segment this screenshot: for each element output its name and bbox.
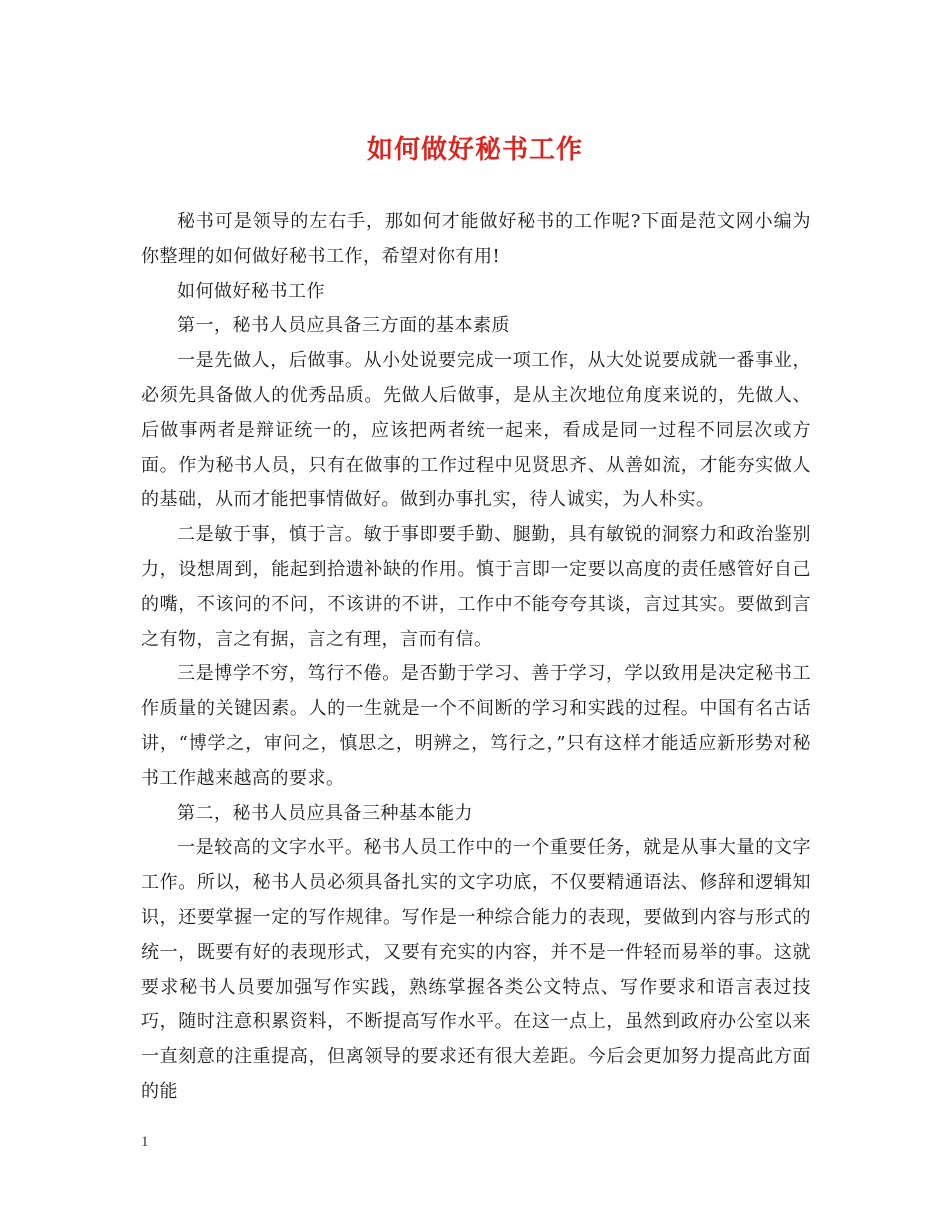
section-heading-1: 第一，秘书人员应具备三方面的基本素质 <box>177 315 510 337</box>
paragraph-intro: 秘书可是领导的左右手，那如何才能做好秘书的工作呢?下面是范文网小编为你整理的如何做好秘书工作，希望对你有用! <box>141 211 811 267</box>
section-heading-2: 第二，秘书人员应具备三种基本能力 <box>177 802 473 824</box>
document-title: 如何做好秘书工作 <box>366 135 583 165</box>
page-number: 1 <box>141 1134 149 1150</box>
paragraph-point-1-3: 三是博学不穷，笃行不倦。是否勤于学习、善于学习，学以致用是决定秘书工作质量的关键因素。人的一生就是一个不间断的学习和实践的过程。中国有名古话讲，“博学之，审问之，慎思之，明辨之，笃行之，”只有这样才能适应新形势对秘书工作越来越高的要求。 <box>141 663 811 789</box>
paragraph-subtitle: 如何做好秘书工作 <box>177 280 325 302</box>
paragraph-point-1-1: 一是先做人，后做事。从小处说要完成一项工作，从大处说要成就一番事业，必须先具备做人的优秀品质。先做人后做事，是从主次地位角度来说的，先做人、后做事两者是辩证统一的，应该把两者统一起来，看成是同一过程不同层次或方面。作为秘书人员，只有在做事的工作过程中见贤思齐、从善如流，才能夯实做人的基础，从而才能把事情做好。做到办事扎实，待人诚实，为人朴实。 <box>141 350 811 511</box>
paragraph-point-1-2: 二是敏于事，慎于言。敏于事即要手勤、腿勤，具有敏锐的洞察力和政治鉴别力，设想周到，能起到拾遗补缺的作用。慎于言即一定要以高度的责任感管好自己的嘴，不该问的不问，不该讲的不讲，工作中不能夸夸其谈，言过其实。要做到言之有物，言之有据，言之有理，言而有信。 <box>141 524 811 650</box>
document-body <box>141 205 811 1110</box>
paragraph-point-2-1: 一是较高的文字水平。秘书人员工作中的一个重要任务，就是从事大量的文字工作。所以，秘书人员必须具备扎实的文字功底，不仅要精通语法、修辞和逻辑知识，还要掌握一定的写作规律。写作是一种综合能力的表现，要做到内容与形式的统一，既要有好的表现形式，又要有充实的内容，并不是一件轻而易举的事。这就要求秘书人员要加强写作实践，熟练掌握各类公文特点、写作要求和语言表过技巧，随时注意积累资料，不断提高写作水平。在这一点上，虽然到政府办公室以来一直刻意的注重提高，但离领导的要求还有很大差距。今后会更加努力提高此方面的能 <box>141 837 811 1102</box>
